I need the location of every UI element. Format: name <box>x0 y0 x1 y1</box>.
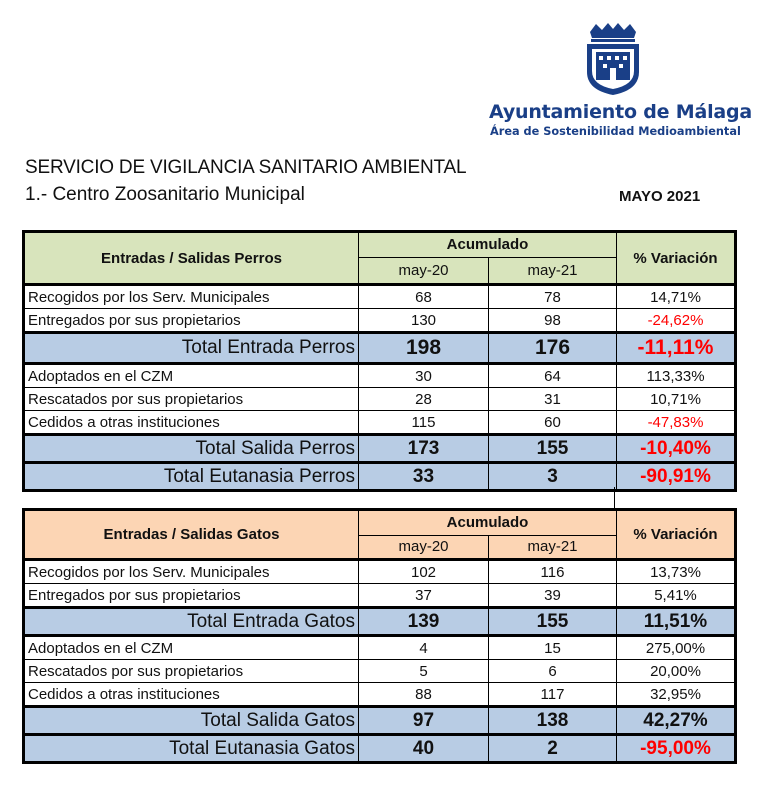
row-label: Entregados por sus propietarios <box>24 309 359 333</box>
total-row <box>24 463 736 491</box>
table-row <box>24 285 736 309</box>
total-row <box>24 735 736 763</box>
value-may20: 139 <box>359 608 489 636</box>
row-label: Entregados por sus propietarios <box>24 584 359 608</box>
value-may21: 3 <box>489 463 617 491</box>
value-may20: 4 <box>359 636 489 660</box>
divider <box>614 487 615 508</box>
value-variation: 32,95% <box>617 683 736 707</box>
col-may20-header: may-20 <box>359 257 489 284</box>
col-may21-header: may-21 <box>489 535 617 560</box>
cats-table <box>22 508 737 764</box>
value-variation: -95,00% <box>617 735 736 763</box>
row-label: Total Entrada Perros <box>24 333 359 364</box>
acumulado-header: Acumulado <box>359 232 617 258</box>
table-row <box>24 411 736 435</box>
row-label: Total Salida Gatos <box>24 707 359 735</box>
variation-header: % Variación <box>617 510 736 560</box>
value-may21: 98 <box>489 309 617 333</box>
row-label: Recogidos por los Serv. Municipales <box>24 285 359 309</box>
variation-header: % Variación <box>617 232 736 285</box>
value-variation: 42,27% <box>617 707 736 735</box>
table-row <box>24 584 736 608</box>
value-may20: 30 <box>359 364 489 388</box>
report-subtitle: 1.- Centro Zoosanitario Municipal <box>25 184 305 205</box>
value-may20: 28 <box>359 388 489 411</box>
table-row <box>24 660 736 683</box>
value-may21: 176 <box>489 333 617 364</box>
col-may20-header: may-20 <box>359 535 489 560</box>
value-variation: 20,00% <box>617 660 736 683</box>
value-may20: 115 <box>359 411 489 435</box>
value-variation: 275,00% <box>617 636 736 660</box>
table-row <box>24 683 736 707</box>
value-may21: 138 <box>489 707 617 735</box>
table-row <box>24 560 736 584</box>
col-may21-header: may-21 <box>489 257 617 284</box>
row-label: Cedidos a otras instituciones <box>24 411 359 435</box>
value-may20: 37 <box>359 584 489 608</box>
value-variation: 5,41% <box>617 584 736 608</box>
value-may20: 198 <box>359 333 489 364</box>
value-may20: 88 <box>359 683 489 707</box>
row-label: Cedidos a otras instituciones <box>24 683 359 707</box>
row-label: Total Eutanasia Gatos <box>24 735 359 763</box>
row-label: Recogidos por los Serv. Municipales <box>24 560 359 584</box>
value-may21: 78 <box>489 285 617 309</box>
value-may20: 5 <box>359 660 489 683</box>
total-row <box>24 608 736 636</box>
value-may21: 116 <box>489 560 617 584</box>
row-label: Adoptados en el CZM <box>24 364 359 388</box>
row-label: Rescatados por sus propietarios <box>24 388 359 411</box>
table-row <box>24 636 736 660</box>
coat-of-arms-logo <box>582 22 644 96</box>
value-may20: 40 <box>359 735 489 763</box>
value-may21: 60 <box>489 411 617 435</box>
total-row <box>24 435 736 463</box>
value-variation: 113,33% <box>617 364 736 388</box>
value-may21: 39 <box>489 584 617 608</box>
row-label: Total Entrada Gatos <box>24 608 359 636</box>
row-label: Adoptados en el CZM <box>24 636 359 660</box>
cats-table-title: Entradas / Salidas Gatos <box>24 510 359 560</box>
value-variation: 11,51% <box>617 608 736 636</box>
value-may21: 117 <box>489 683 617 707</box>
value-may21: 2 <box>489 735 617 763</box>
report-title: SERVICIO DE VIGILANCIA SANITARIO AMBIENTAL <box>25 157 467 178</box>
value-variation: -10,40% <box>617 435 736 463</box>
value-variation: -11,11% <box>617 333 736 364</box>
department-name: Área de Sostenibilidad Medioambiental <box>490 125 741 138</box>
value-variation: 14,71% <box>617 285 736 309</box>
value-variation: 13,73% <box>617 560 736 584</box>
table-row <box>24 388 736 411</box>
table-row <box>24 364 736 388</box>
row-label: Total Eutanasia Perros <box>24 463 359 491</box>
dogs-table <box>22 230 737 492</box>
value-may20: 173 <box>359 435 489 463</box>
value-variation: -24,62% <box>617 309 736 333</box>
value-may20: 33 <box>359 463 489 491</box>
report-period: MAYO 2021 <box>619 188 701 205</box>
table-row <box>24 309 736 333</box>
value-may21: 15 <box>489 636 617 660</box>
total-row <box>24 707 736 735</box>
value-may20: 97 <box>359 707 489 735</box>
value-may21: 6 <box>489 660 617 683</box>
row-label: Total Salida Perros <box>24 435 359 463</box>
acumulado-header: Acumulado <box>359 510 617 536</box>
value-variation: 10,71% <box>617 388 736 411</box>
value-may21: 31 <box>489 388 617 411</box>
value-may20: 68 <box>359 285 489 309</box>
value-may20: 102 <box>359 560 489 584</box>
total-row <box>24 333 736 364</box>
row-label: Rescatados por sus propietarios <box>24 660 359 683</box>
value-may21: 155 <box>489 608 617 636</box>
value-may21: 64 <box>489 364 617 388</box>
value-variation: -90,91% <box>617 463 736 491</box>
dogs-table-title: Entradas / Salidas Perros <box>24 232 359 285</box>
value-may20: 130 <box>359 309 489 333</box>
value-variation: -47,83% <box>617 411 736 435</box>
organization-name: Ayuntamiento de Málaga <box>489 101 753 123</box>
value-may21: 155 <box>489 435 617 463</box>
